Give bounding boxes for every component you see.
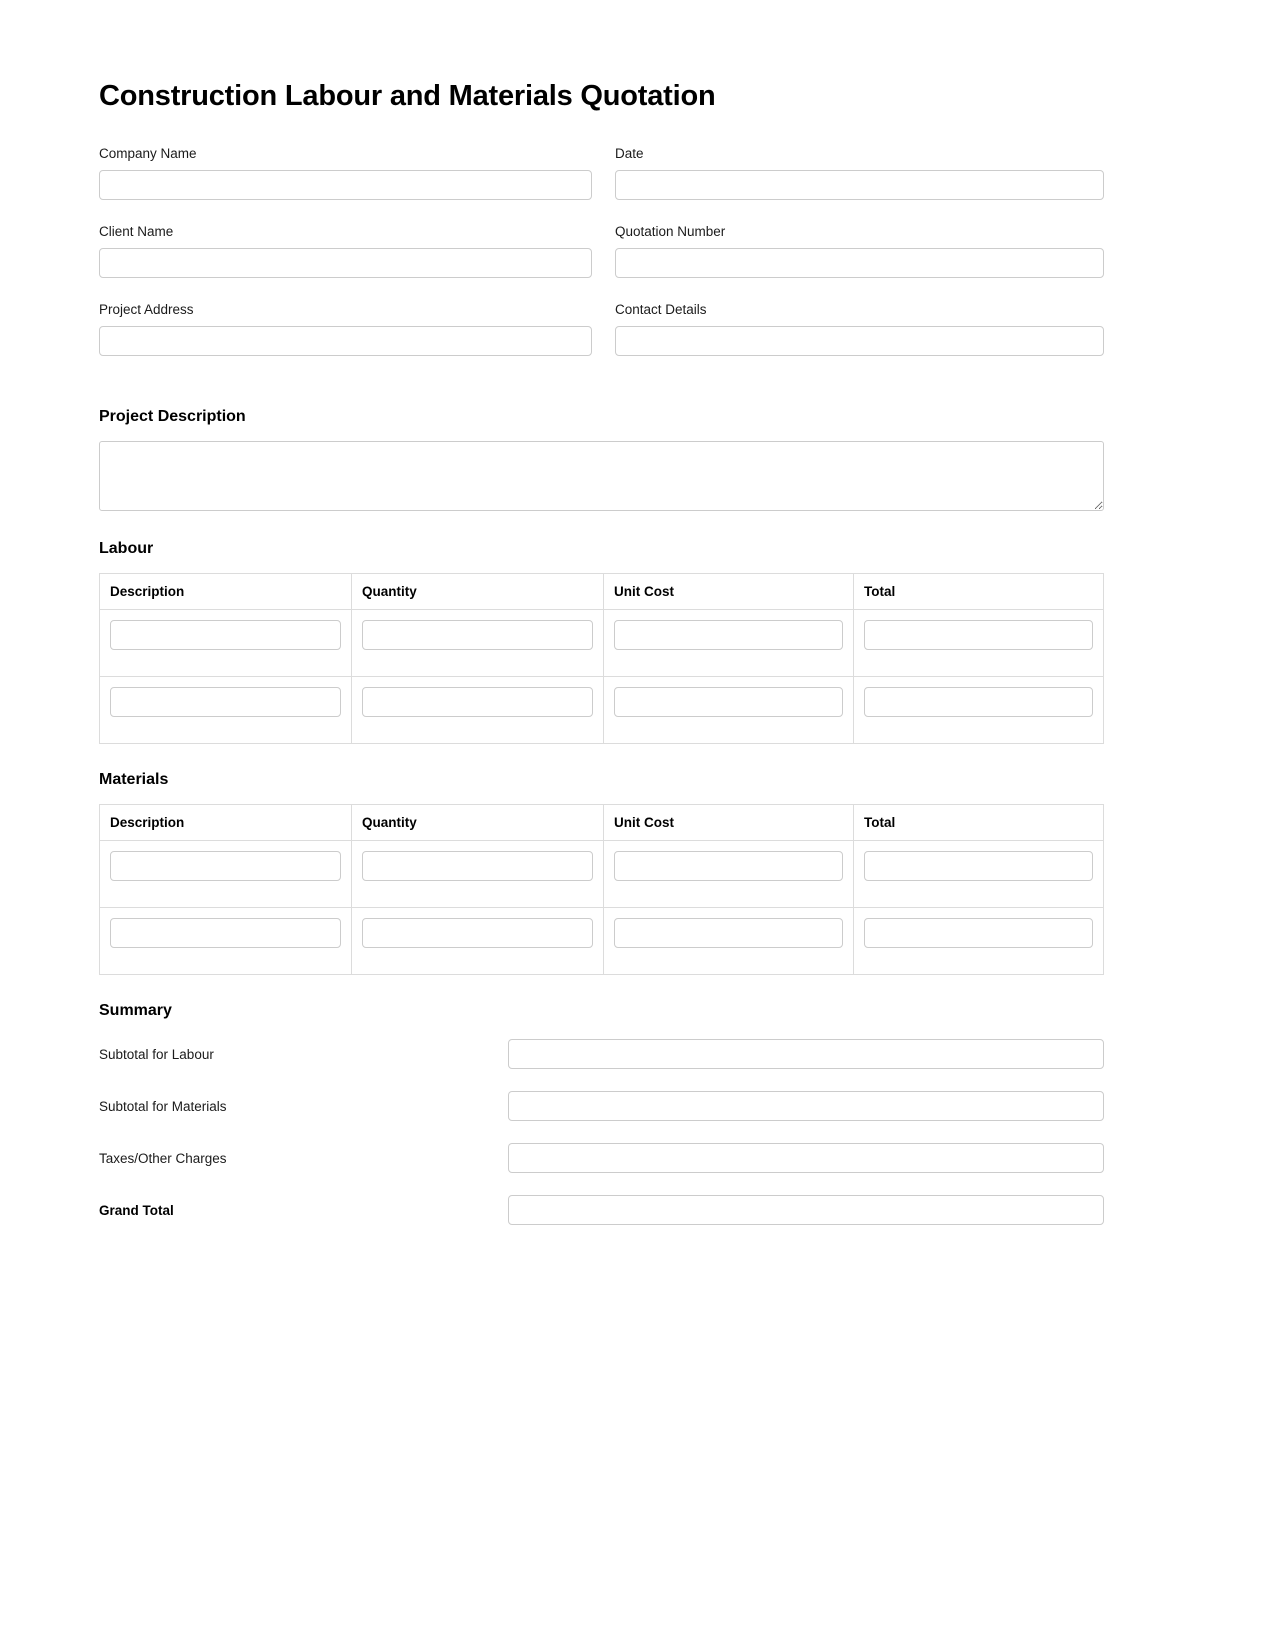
materials-table-header-row: [100, 805, 1104, 841]
labour-cell-quantity: [352, 610, 604, 677]
project-address-input[interactable]: [99, 326, 592, 356]
field-quotation-number: [615, 223, 1104, 278]
labour-cell-description: [100, 610, 352, 677]
labour-row-1-quantity-input[interactable]: [362, 620, 593, 650]
labour-cell-total: [853, 610, 1103, 677]
materials-cell-description: [100, 841, 352, 908]
page-title: Construction Labour and Materials Quotation: [99, 80, 716, 112]
project-description-textarea[interactable]: [99, 441, 1104, 511]
subtotal-labour-input[interactable]: [508, 1039, 1104, 1069]
quotation-number-input[interactable]: [615, 248, 1104, 278]
materials-heading: Materials: [99, 771, 169, 789]
subtotal-labour-label: Subtotal for Labour: [99, 1046, 214, 1062]
labour-row-1-total-input[interactable]: [864, 620, 1093, 650]
date-input[interactable]: [615, 170, 1104, 200]
summary-row-subtotal-labour: [99, 1039, 1104, 1069]
table-row: [100, 677, 1104, 744]
labour-row-2-description-input[interactable]: [110, 687, 341, 717]
labour-cell-quantity: [352, 677, 604, 744]
materials-col-unit-cost: Unit Cost: [604, 805, 854, 841]
summary-list: [99, 1039, 1104, 1225]
labour-col-quantity: Quantity: [352, 574, 604, 610]
labour-row-1-description-input[interactable]: [110, 620, 341, 650]
taxes-other-charges-input[interactable]: [508, 1143, 1104, 1173]
labour-col-unit-cost: Unit Cost: [604, 574, 854, 610]
header-fields-grid: [99, 145, 1104, 379]
labour-col-total: Total: [853, 574, 1103, 610]
labour-cell-total: [853, 677, 1103, 744]
project-address-label: Project Address: [99, 302, 194, 318]
date-label: Date: [615, 146, 644, 162]
summary-row-taxes-other-charges: [99, 1143, 1104, 1173]
taxes-other-charges-label: Taxes/Other Charges: [99, 1150, 227, 1166]
field-project-address: [99, 301, 592, 356]
materials-row-1-quantity-input[interactable]: [362, 851, 593, 881]
subtotal-materials-input[interactable]: [508, 1091, 1104, 1121]
materials-cell-unit-cost: [604, 908, 854, 975]
field-company-name: [99, 145, 592, 200]
materials-col-description: Description: [100, 805, 352, 841]
labour-heading: Labour: [99, 540, 154, 558]
project-description-heading: Project Description: [99, 408, 246, 426]
summary-heading: Summary: [99, 1002, 172, 1020]
materials-row-2-unit-cost-input[interactable]: [614, 918, 843, 948]
summary-row-subtotal-materials: [99, 1091, 1104, 1121]
company-name-label: Company Name: [99, 146, 197, 162]
table-row: [100, 610, 1104, 677]
materials-row-2-total-input[interactable]: [864, 918, 1093, 948]
materials-table: [99, 804, 1104, 975]
grand-total-label: Grand Total: [99, 1202, 174, 1218]
labour-table: [99, 573, 1104, 744]
labour-cell-description: [100, 677, 352, 744]
labour-row-2-unit-cost-input[interactable]: [614, 687, 843, 717]
summary-row-grand-total: [99, 1195, 1104, 1225]
field-client-name: [99, 223, 592, 278]
field-contact-details: [615, 301, 1104, 356]
materials-cell-total: [853, 908, 1103, 975]
labour-row-2-quantity-input[interactable]: [362, 687, 593, 717]
client-name-input[interactable]: [99, 248, 592, 278]
quotation-number-label: Quotation Number: [615, 224, 726, 240]
materials-col-quantity: Quantity: [352, 805, 604, 841]
company-name-input[interactable]: [99, 170, 592, 200]
labour-table-header-row: [100, 574, 1104, 610]
contact-details-label: Contact Details: [615, 302, 707, 318]
labour-cell-unit-cost: [604, 677, 854, 744]
client-name-label: Client Name: [99, 224, 174, 240]
labour-row-2-total-input[interactable]: [864, 687, 1093, 717]
materials-row-1-unit-cost-input[interactable]: [614, 851, 843, 881]
materials-col-total: Total: [853, 805, 1103, 841]
grand-total-input[interactable]: [508, 1195, 1104, 1225]
field-date: [615, 145, 1104, 200]
subtotal-materials-label: Subtotal for Materials: [99, 1098, 227, 1114]
materials-cell-quantity: [352, 908, 604, 975]
contact-details-input[interactable]: [615, 326, 1104, 356]
table-row: [100, 841, 1104, 908]
materials-row-1-description-input[interactable]: [110, 851, 341, 881]
materials-row-2-description-input[interactable]: [110, 918, 341, 948]
materials-cell-unit-cost: [604, 841, 854, 908]
materials-row-2-quantity-input[interactable]: [362, 918, 593, 948]
materials-cell-total: [853, 841, 1103, 908]
materials-cell-quantity: [352, 841, 604, 908]
labour-col-description: Description: [100, 574, 352, 610]
materials-cell-description: [100, 908, 352, 975]
table-row: [100, 908, 1104, 975]
labour-cell-unit-cost: [604, 610, 854, 677]
materials-row-1-total-input[interactable]: [864, 851, 1093, 881]
labour-row-1-unit-cost-input[interactable]: [614, 620, 843, 650]
